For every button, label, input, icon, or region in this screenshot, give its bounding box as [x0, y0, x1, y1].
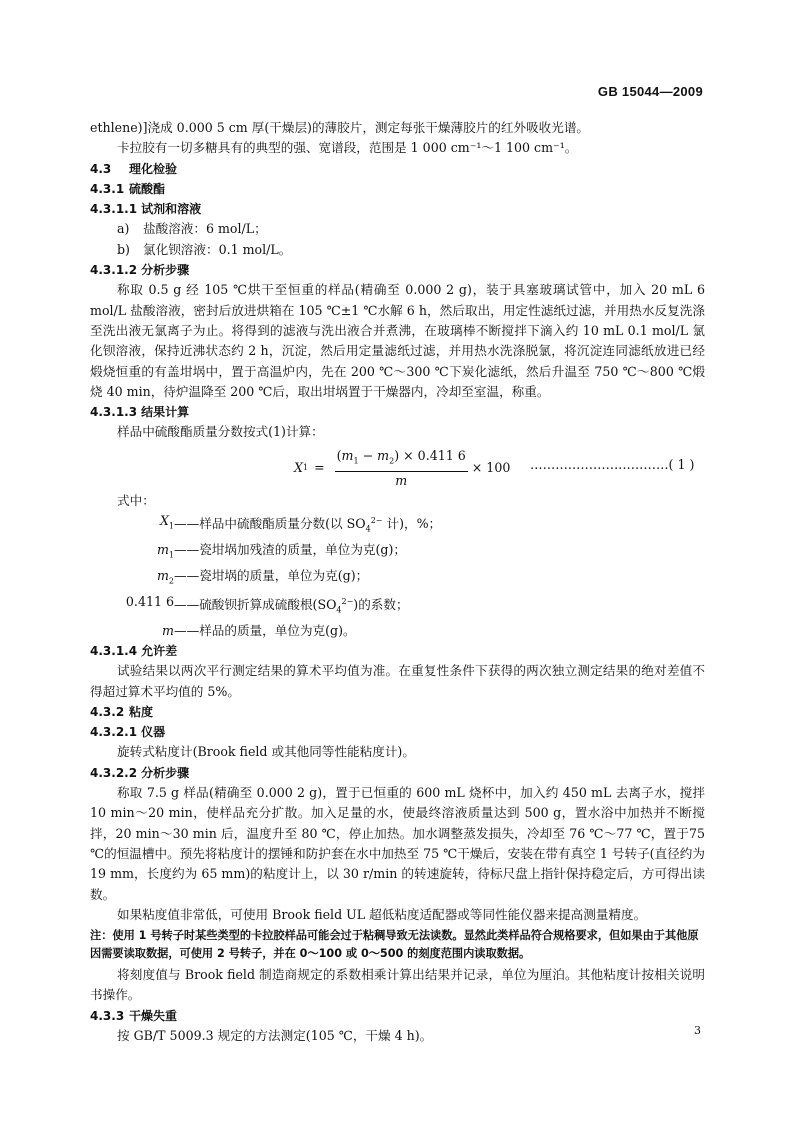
- section-title: 干燥失重: [129, 1008, 178, 1023]
- symbol-text: m: [162, 622, 174, 638]
- paragraph-calc-intro: 样品中硫酸酯质量分数按式(1)计算：: [117, 424, 324, 440]
- note-label: 注：: [90, 929, 113, 943]
- heading-4-3: [90, 159, 705, 179]
- ion-sub: 4: [336, 605, 342, 615]
- definition-dash: ——: [174, 622, 200, 638]
- section-title: 仪器: [141, 725, 166, 740]
- section-number: 4.3.2: [90, 704, 125, 719]
- symbol-sub: 1: [168, 550, 174, 560]
- definition-text: 瓷坩埚的质量，单位为克(g)；: [199, 567, 369, 583]
- formula-dots: ……………………………: [530, 456, 669, 472]
- symbol-sub: 1: [168, 521, 174, 531]
- list-label: b): [117, 241, 130, 257]
- paragraph-viscosity-procedure: 称取 7.5 g 样品(精确至 0.000 2 g)，置于已恒重的 600 mL 烧杯中，加入约 450 mL 去离子水，搅拌 10 min～20 min，使样品充分扩散。加入足量的水，使最终溶液质量达到 500 g，置水浴中加热并不断搅拌，20 min～30 min 后，温度升至 80 ℃，停止加热。加水调整蒸发损失，冷却至 76 ℃～77 ℃，置于75 ℃的恒温槽中。预先将粘度计的摆锤和防护套在水中加热至 75 ℃干燥后，安装在带有真空 1 号转子(直径约为 19 mm，长度约为 65 mm)的粘度计上，以 30 r/min 的转速旋转，待标尺盘上指针保持稳定后，方可得出读数。: [90, 785, 705, 902]
- section-title: 允许差: [141, 643, 178, 658]
- list-item: [90, 240, 705, 260]
- paragraph-drying-loss: 按 GB/T 5009.3 规定的方法测定(105 ℃，干燥 4 h)。: [117, 1028, 433, 1044]
- paragraph-scale-result: 将刻度值与 Brook field 制造商规定的系数相乘计算出结果并记录，单位为厘泊。其他粘度计按相关说明书操作。: [90, 967, 705, 1003]
- formula-lhs-symbol: X: [294, 460, 303, 476]
- definition-desc: [174, 592, 409, 621]
- definition-symbol: [90, 540, 174, 566]
- definition-text-tail: 计)，%；: [382, 516, 442, 532]
- section-title: 硫酸酯: [129, 181, 166, 196]
- definition-symbol: [90, 566, 174, 592]
- paragraph-instrument: 旋转式粘度计(Brook field 或其他同等性能粘度计)。: [117, 744, 415, 760]
- definition-dash: ——: [174, 542, 200, 558]
- section-title: 分析步骤: [141, 765, 190, 780]
- ion-sup: 2−: [370, 516, 383, 526]
- definition-text: 样品中硫酸酯质量分数(以 SO: [199, 516, 366, 532]
- heading-4-3-1-3: [90, 402, 705, 422]
- section-number: 4.3.1.3: [90, 405, 138, 420]
- ion-sup: 2−: [341, 596, 354, 606]
- heading-4-3-1: [90, 179, 705, 199]
- definition-text: 硫酸钡折算成硫酸根(SO: [199, 596, 337, 612]
- formula-m1: m: [341, 447, 354, 463]
- note: [90, 927, 705, 963]
- definition-text: 瓷坩埚加残渣的质量，单位为克(g)；: [199, 542, 406, 558]
- symbol-text: m: [156, 567, 169, 583]
- section-number: 4.3.1.2: [90, 263, 138, 278]
- page-number: 3: [694, 1024, 701, 1037]
- section-number: 4.3.1: [90, 181, 125, 196]
- symbol-text: X: [159, 513, 169, 529]
- heading-4-3-2: [90, 702, 705, 722]
- formula-equals: =: [314, 460, 325, 476]
- heading-4-3-3: [90, 1006, 705, 1026]
- definition-symbol: [90, 592, 174, 621]
- definition-row: [90, 511, 705, 540]
- paragraph-low-viscosity: 如果粘度值非常低，可使用 Brook field UL 超低粘度适配器或等同性能仪器来提高测量精度。: [117, 906, 647, 922]
- definition-desc: [174, 621, 356, 641]
- variable-definitions: [90, 511, 705, 641]
- definition-symbol: [90, 621, 174, 641]
- section-title: 试剂和溶液: [141, 202, 202, 217]
- paragraph-continuation: ethlene)]浇成 0.000 5 cm 厚(干燥层)的薄胶片，测定每张干燥薄胶片的红外吸收光谱。: [90, 120, 590, 135]
- note-text: 使用 1 号转子时某些类型的卡拉胶样品可能会过于粘稠导致无法读数。显然此类样品符合规格要求，但如果由于其他原因需要读取数据，可使用 2 号转子，并在 0～100 或 0～500 的刻度范围内读取数据。: [90, 929, 699, 961]
- formula-m1-sub: 1: [353, 456, 359, 466]
- definition-row: [90, 540, 705, 566]
- section-number: 4.3.2.1: [90, 725, 138, 740]
- paragraph-tolerance: 试验结果以两次平行测定结果的算术平均值为准。在重复性条件下获得的两次独立测定结果的绝对差值不得超过算术平均值的 5%。: [90, 663, 705, 699]
- heading-4-3-2-2: [90, 763, 705, 783]
- definition-row: [90, 566, 705, 592]
- standard-code: GB 15044—2009: [597, 84, 703, 99]
- list-label: a): [117, 221, 130, 237]
- formula-m2: m: [377, 447, 390, 463]
- section-number: 4.3.3: [90, 1008, 125, 1023]
- formula-fraction: [335, 447, 468, 491]
- section-number: 4.3: [90, 161, 112, 176]
- heading-4-3-1-1: [90, 199, 705, 219]
- formula-minus: −: [358, 447, 378, 463]
- formula-lhs-subscript: 1: [302, 463, 309, 473]
- section-number: 4.3.2.2: [90, 765, 138, 780]
- paragraph-procedure: 称取 0.5 g 经 105 ℃烘干至恒重的样品(精确至 0.000 2 g)，装于具塞玻璃试管中，加入 20 mL 6 mol/L 盐酸溶液，密封后放进烘箱在 105 ℃±1 ℃水解 6 h，然后取出，用定性滤纸过滤，并用热水反复洗涤至洗出液无氯离子为止。将得到的滤液与洗出液合并煮沸，在玻璃棒不断搅拌下滴入约 10 mL 0.1 mol/L 氯化钡溶液，保持近沸状态约 2 h，沉淀，然后用定量滤纸过滤，并用热水洗涤脱氯，将沉淀连同滤纸放进已经煅烧恒重的有盖坩埚中，置于高温炉内，先在 200 ℃～300 ℃下炭化滤纸，然后升温至 750 ℃～800 ℃煅烧 40 min，待炉温降至 200 ℃后，取出坩埚置于干燥器内，冷却至室温，称重。: [90, 282, 705, 399]
- section-title: 粘度: [129, 704, 154, 719]
- definition-desc: [174, 511, 441, 540]
- formula-times-100: × 100: [471, 460, 511, 476]
- section-title: 结果计算: [141, 405, 190, 420]
- list-item: [90, 219, 705, 239]
- section-number: 4.3.1.4: [90, 643, 138, 658]
- formula-m2-sub: 2: [389, 456, 395, 466]
- where-label: 式中：: [117, 492, 155, 508]
- definition-text-tail: )的系数；: [353, 596, 409, 612]
- definition-symbol: [90, 511, 174, 540]
- definition-dash: ——: [174, 516, 200, 532]
- heading-4-3-2-1: [90, 722, 705, 742]
- definition-row: [90, 621, 705, 641]
- symbol-text: 0.411 6: [125, 593, 174, 609]
- list-text: 氯化钡溶液：0.1 mol/L。: [143, 241, 292, 257]
- definition-dash: ——: [174, 567, 200, 583]
- page-content: [90, 118, 705, 1046]
- symbol-sub: 2: [168, 576, 174, 586]
- heading-4-3-1-4: [90, 641, 705, 661]
- section-title: 分析步骤: [141, 263, 190, 278]
- list-text: 盐酸溶液：6 mol/L；: [143, 221, 267, 237]
- formula-leader: [530, 455, 694, 475]
- formula-expression: [294, 447, 510, 491]
- formula-number: ( 1 ): [668, 456, 695, 472]
- definition-dash: ——: [174, 596, 200, 612]
- symbol-text: m: [156, 542, 169, 558]
- paren-open: (: [336, 447, 342, 463]
- definition-text: 样品的质量，单位为克(g)。: [199, 622, 356, 638]
- section-title: 理化检验: [129, 161, 178, 176]
- definition-row: [90, 592, 705, 621]
- paragraph-spectrum: 卡拉胶有一切多糖具有的典型的强、宽谱段，范围是 1 000 cm⁻¹～1 100 cm⁻¹。: [117, 140, 578, 156]
- section-number: 4.3.1.1: [90, 202, 138, 217]
- heading-4-3-1-2: [90, 260, 705, 280]
- ion-sub: 4: [365, 524, 371, 534]
- formula-1: [90, 445, 705, 487]
- formula-numerator: [335, 447, 468, 473]
- formula-numerator-tail: ) × 0.411 6: [394, 447, 466, 463]
- definition-desc: [174, 540, 406, 566]
- definition-desc: [174, 566, 368, 592]
- formula-denominator: m: [395, 473, 408, 489]
